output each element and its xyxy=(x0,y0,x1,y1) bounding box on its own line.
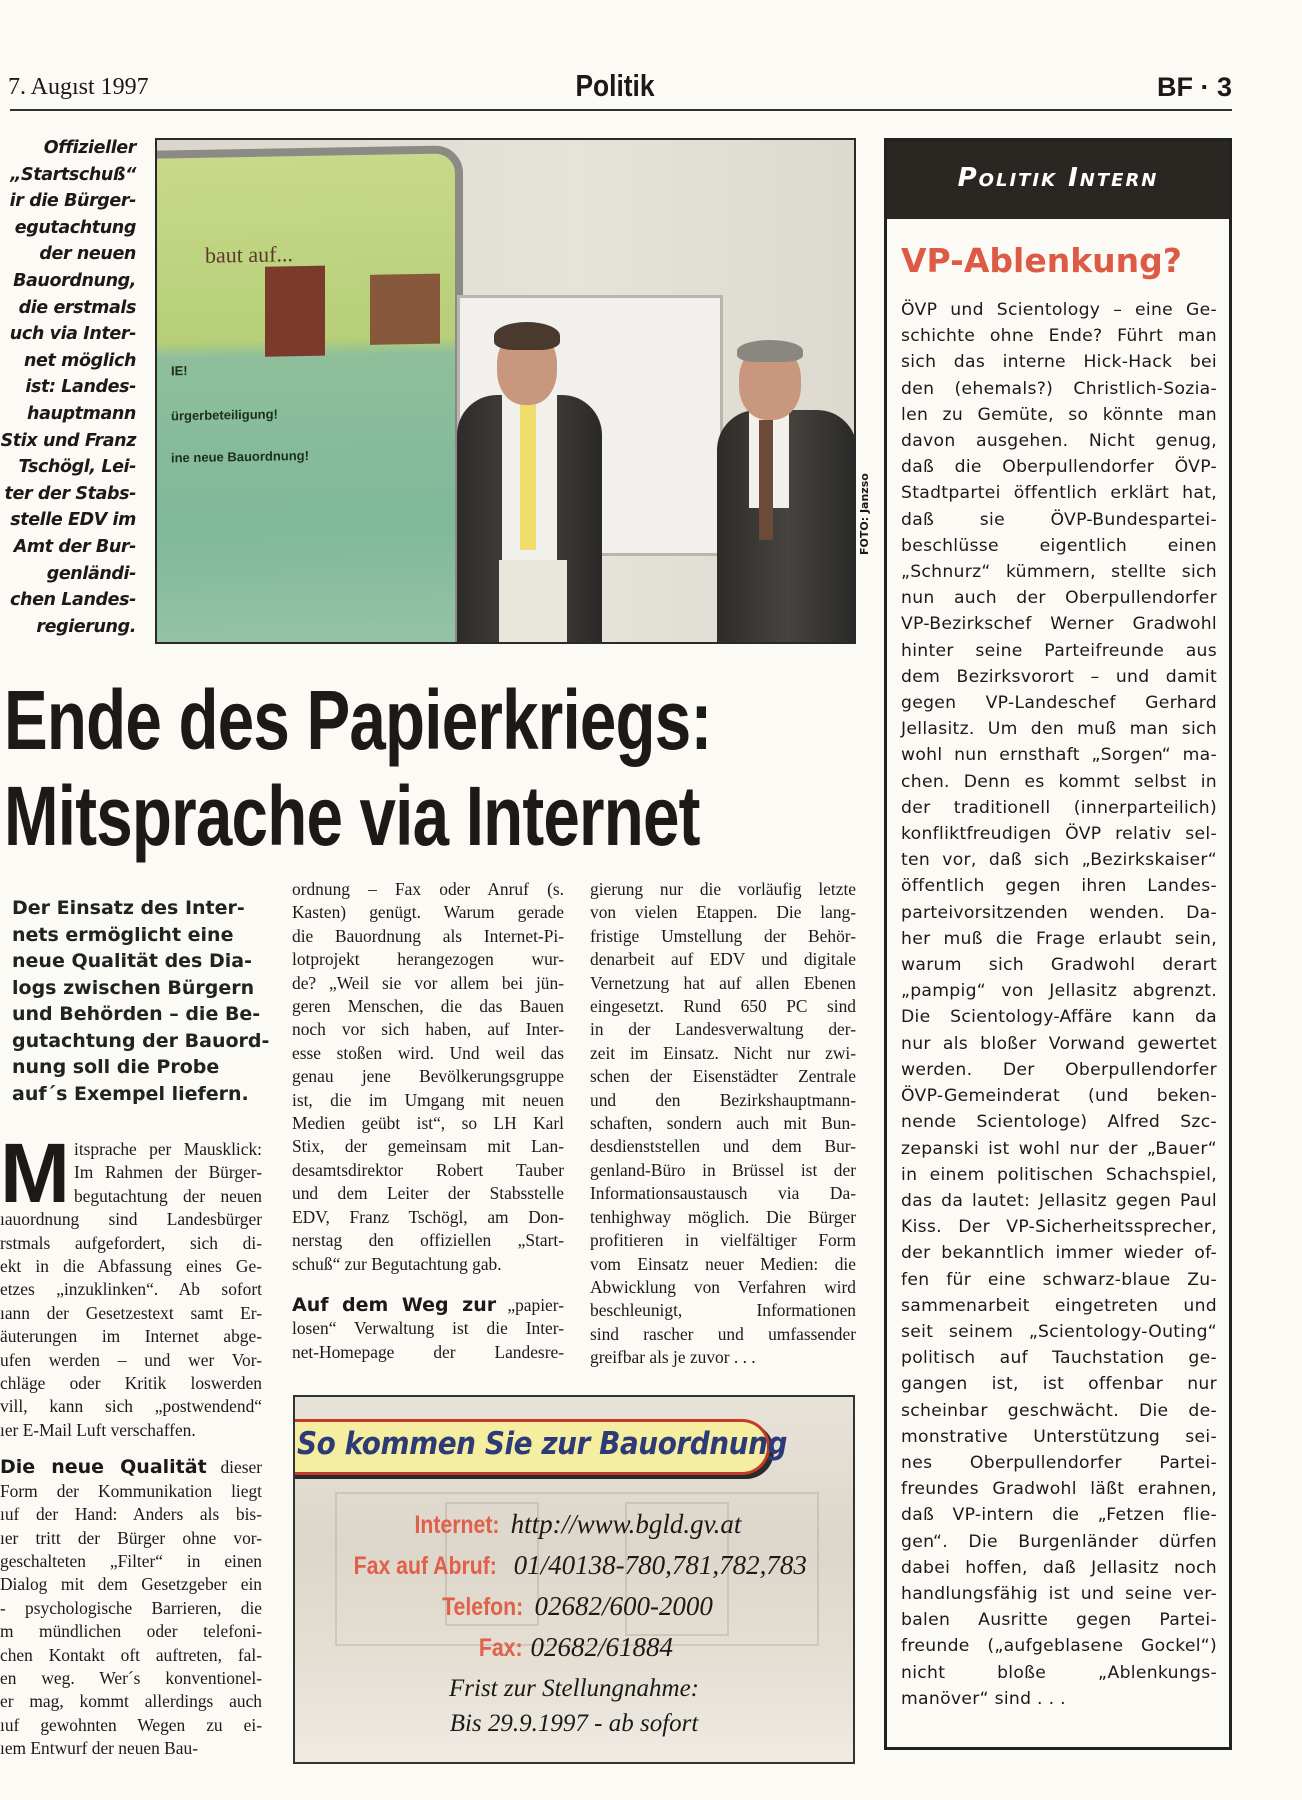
text-line: esse stoßen wird. Und weil das xyxy=(292,1042,564,1063)
subhead: Die neue Qualität xyxy=(0,1456,207,1479)
text-line: logs zwischen Bürgern xyxy=(12,976,255,999)
info-box xyxy=(293,1395,855,1764)
text-line: freundes Gradwohl läßt erahnen, xyxy=(901,1479,1217,1500)
text-line: zeit im Einsatz. Nicht nur zwi- xyxy=(590,1042,856,1063)
text-line: Amt der Bur- xyxy=(13,536,136,557)
sidebar-title: VP-Ablenkung? xyxy=(901,241,1182,280)
sidebar-kicker: Politik Intern xyxy=(957,163,1159,193)
text-line: balen Ausritte gegen Partei- xyxy=(901,1610,1217,1631)
text-line: greifbar als je zuvor . . . xyxy=(590,1347,756,1368)
text-line: in der Landesverwaltung der- xyxy=(590,1019,856,1040)
text-line: lotprojekt herangezogen wur- xyxy=(292,949,564,970)
text-line: daß sie ÖVP-Bundespartei- xyxy=(901,509,1217,530)
article-column-3 xyxy=(590,878,856,1370)
text-line: wohl nun ernsthaft „Sorgen“ ma- xyxy=(901,745,1217,766)
text-line: geschalteten „Filter“ in einen xyxy=(0,1550,262,1571)
contact-value: 01/40138-780,781,782,783 xyxy=(513,1550,807,1580)
text-line: sind rascher und umfassender xyxy=(590,1323,856,1344)
text-line: nende Scientologe) Alfred Szc- xyxy=(901,1112,1217,1133)
text-line: scheinbar geschwächt. Die de- xyxy=(901,1400,1217,1421)
text-line: ıuf der Hand: Anders als bis- xyxy=(0,1504,262,1525)
photo-caption xyxy=(0,135,136,640)
text-line: tenhighway möglich. Die Bürger xyxy=(590,1206,856,1227)
subhead-line xyxy=(0,1456,262,1479)
text-line: äuterungen im Internet abge- xyxy=(0,1326,262,1347)
text-line: fen für eine schwarz-blaue Zu- xyxy=(901,1269,1217,1290)
text-line: hinter seine Parteifreunde aus xyxy=(901,640,1217,661)
text-line: m mündlichen oder telefoni- xyxy=(0,1621,262,1642)
text-line: nerstag den offiziellen „Start- xyxy=(292,1230,564,1251)
text-line: - psychologische Barrieren, die xyxy=(0,1597,262,1618)
text-line: ekt in die Abfassung eines Ge- xyxy=(0,1256,262,1277)
photo-credit: FOTO: Janzso xyxy=(858,473,871,555)
text-line: schuß“ zur Begutachtung gab. xyxy=(292,1253,502,1274)
text-line: Vernetzung hat auf allen Ebenen xyxy=(590,972,856,993)
text-line: ÖVP und Scientology – eine Ge- xyxy=(901,300,1217,320)
text-line: vom Einsatz neuer Medien: die xyxy=(590,1253,856,1274)
text-line: Stix, der gemeinsam mit Lan- xyxy=(292,1136,564,1157)
article-column-2 xyxy=(292,878,564,1364)
text-line: desamtsdirektor Robert Tauber xyxy=(292,1159,564,1180)
text-line: daß die Oberpullendorfer ÖVP- xyxy=(901,457,1217,478)
text-line: öffentlich gegen ihren Landes- xyxy=(901,876,1217,897)
text-line: warum sich Gradwohl derart xyxy=(901,955,1217,976)
text-line: zepanski ist wohl nur der „Bauer“ xyxy=(901,1138,1217,1159)
text-line: etzes „inzuklinken“. Ab sofort xyxy=(0,1279,262,1300)
text-line: ter der Stabs- xyxy=(4,483,136,504)
text-line: das da lautet: Jellasitz gegen Paul xyxy=(901,1190,1217,1211)
text-line: beschleunigt, Informationen xyxy=(590,1300,856,1321)
text-line: gen“. Die Burgenländer dürfen xyxy=(901,1531,1217,1552)
text-line: Tschögl, Lei- xyxy=(18,457,136,478)
text-line: beschlüsse eigentlich einen xyxy=(901,535,1217,556)
screen-text: baut auf... xyxy=(205,241,293,268)
text-line: Informationsaustausch via Da- xyxy=(590,1183,856,1204)
text-line: nung soll die Probe xyxy=(12,1056,220,1078)
contact-row-fax-on-demand xyxy=(295,1550,853,1581)
text-line: Bauordnung, xyxy=(13,270,136,291)
text-line: nicht bloße „Ablenkungs- xyxy=(901,1662,1217,1683)
text-line: ıem Entwurf der neuen Bau- xyxy=(0,1738,198,1759)
text-line: gierung nur die vorläufig letzte xyxy=(590,879,856,899)
text-line: daß VP-intern die „Fetzen flie- xyxy=(901,1505,1217,1526)
news-photo xyxy=(155,138,856,644)
issue-date: 7. Augıst 1997 xyxy=(8,74,149,100)
paragraph xyxy=(590,878,856,1370)
text-line: ir die Bürger- xyxy=(9,191,136,212)
text-line: Der Einsatz des Inter- xyxy=(12,897,245,919)
text-line: uch via Inter- xyxy=(9,324,136,345)
text-line: der traditionell (innerparteilich) xyxy=(901,797,1217,818)
paragraph xyxy=(0,1480,262,1761)
paragraph xyxy=(292,878,564,1276)
text-line: Kasten) genügt. Warum gerade xyxy=(292,902,564,923)
text-line: vill, kann sich „postwendend“ xyxy=(0,1396,262,1417)
text-line: net-Homepage der Landesre- xyxy=(292,1341,564,1362)
screen-text: ine neue Bauordnung! xyxy=(171,447,309,466)
text-line: und dem Leiter der Stabsstelle xyxy=(292,1183,564,1204)
text-line: ıuf gewohnten Wegen zu ei- xyxy=(0,1714,262,1735)
text-line: begutachtung der neuen xyxy=(73,1185,262,1206)
text-line: ıauordnung sind Landesbürger xyxy=(0,1209,262,1230)
contact-value: 02682/600-2000 xyxy=(534,1591,713,1621)
text-line: ist: Landes- xyxy=(25,377,136,398)
text-line: monstrative Unterstützung sei- xyxy=(901,1426,1217,1447)
contact-row-internet xyxy=(295,1509,853,1540)
text-line: gangen ist, ist offenbar nur xyxy=(901,1374,1217,1395)
contact-value: 02682/61884 xyxy=(530,1632,673,1662)
drop-cap: M xyxy=(0,1126,70,1220)
text-line: dem Bezirksvorort – und damit xyxy=(901,666,1217,687)
text-line: sich das interne Hick-Hack bei xyxy=(901,352,1217,373)
text-line: chen Landes- xyxy=(10,590,136,611)
text-line: davon ausgehen. Nicht genug, xyxy=(901,431,1217,452)
text-line: egutachtung xyxy=(14,217,136,238)
text-line: „Schnurz“ kümmern, stellte sich xyxy=(901,562,1217,583)
text-line: von vielen Etappen. Die lang- xyxy=(590,902,856,923)
info-box-title-banner xyxy=(293,1419,788,1475)
subhead: Auf dem Weg zur xyxy=(292,1293,497,1316)
contact-label: Telefon: xyxy=(442,1593,524,1621)
text-line: der neuen xyxy=(39,244,136,265)
screen-text: ürgerbeteiligung! xyxy=(171,406,278,424)
text-line: freunde („aufgeblasene Gockel“) xyxy=(901,1636,1217,1657)
text-line: ıer E-Mail Luft verschaffen. xyxy=(0,1419,196,1440)
projection-screen xyxy=(155,145,463,644)
text-line: rstmals aufgefordert, sich di- xyxy=(0,1232,262,1253)
text-line: ıer tritt der Bürger ohne vor- xyxy=(0,1527,262,1548)
text-line: auf´s Exempel liefern. xyxy=(12,1082,249,1105)
paragraph xyxy=(292,1317,564,1364)
text-line: Medien geübt ist“, so LH Karl xyxy=(292,1113,564,1134)
text-line: hauptmann xyxy=(27,403,136,424)
text-line: ten vor, daß sich „Bezirkskaiser“ xyxy=(901,850,1217,871)
text-line: Form der Kommunikation liegt xyxy=(0,1480,262,1501)
text-line: chen. Denn es kommt selbst in xyxy=(901,771,1217,792)
text-line: Kiss. Der VP-Sicherheitssprecher, xyxy=(901,1217,1217,1238)
text-line: konfliktfreudigen ÖVP relativ sel- xyxy=(901,824,1217,845)
article-column-1 xyxy=(0,1126,262,1761)
header-rule xyxy=(10,109,1232,111)
text-line: en weg. Wer´s konventionel- xyxy=(0,1667,262,1688)
text-line: itsprache per Mausklick: xyxy=(73,1139,262,1159)
text-line: denarbeit auf EDV und digitale xyxy=(590,949,856,970)
text-line: len zu Gemüte, so könnte man xyxy=(901,404,1217,425)
text-line: und Behörden – die Be- xyxy=(12,1003,261,1025)
text-line: der bekanntlich immer wieder of- xyxy=(901,1243,1217,1264)
section-title: Politik xyxy=(575,68,655,103)
text-line: genau jene Bevölkerungsgruppe xyxy=(292,1066,564,1087)
text-line: handlungsfähig ist und seine ver- xyxy=(901,1583,1217,1604)
text-line: Stadtpartei öffentlich erklärt hat, xyxy=(901,483,1217,504)
text-line: dabei hoffen, daß Jellasitz noch xyxy=(901,1557,1217,1578)
text-line: gegen VP-Landeschef Gerhard xyxy=(901,693,1217,714)
page-number: BF · 3 xyxy=(1156,72,1232,102)
subhead-line xyxy=(292,1294,564,1317)
text-line: schichte ohne Ende? Führt man xyxy=(901,326,1217,347)
deadline-label: Frist zur Stellungnahme: xyxy=(449,1675,699,1702)
contact-row-telephone xyxy=(295,1591,853,1622)
text-line: fristige Umstellung der Behör- xyxy=(590,925,856,946)
text-line: Die Scientology-Affäre kann da xyxy=(901,1007,1217,1028)
text-line: nes Oberpullendorfer Partei- xyxy=(901,1452,1217,1473)
text-line: EDV, Franz Tschögl, am Don- xyxy=(292,1206,564,1227)
text-line: net möglich xyxy=(24,350,136,371)
text-line: die erstmals xyxy=(18,297,136,318)
deadline-date: Bis 29.9.1997 - ab sofort xyxy=(449,1710,699,1737)
sidebar-kicker-band xyxy=(887,141,1229,219)
text-line: regierung. xyxy=(36,616,136,637)
text-line: nun auch der Oberpullendorfer xyxy=(901,588,1217,609)
text-line: schaften, sondern auch mit Bun- xyxy=(590,1113,856,1134)
text-line: VP-Bezirkschef Werner Gradwohl xyxy=(901,614,1217,635)
text-line: Abwicklung von Verfahren wird xyxy=(590,1276,856,1297)
screen-text: IE! xyxy=(171,363,188,379)
text-line: ÖVP-Gemeinderat (und beken- xyxy=(901,1086,1217,1107)
text-line: seit seinem „Scientology-Outing“ xyxy=(901,1321,1217,1342)
text-line: ıann der Gesetzestext samt Er- xyxy=(0,1302,262,1323)
headline-line: Ende des Papierkriegs: xyxy=(4,673,712,767)
politik-intern-sidebar xyxy=(884,138,1232,1750)
text-line: losen“ Verwaltung ist die Inter- xyxy=(292,1318,564,1339)
text-line: nets ermöglicht eine xyxy=(12,923,234,946)
text-line: gutachtung der Bauord- xyxy=(12,1029,270,1052)
text-line: noch vor sich haben, auf Inter- xyxy=(292,1019,564,1040)
text-line: er mag, kommt allerdings auch xyxy=(0,1691,262,1712)
text-line: die Bauordnung als Internet-Pi- xyxy=(292,925,564,946)
text-fragment: dieser xyxy=(206,1457,262,1478)
text-line: genland-Büro in Brüssel ist der xyxy=(590,1159,856,1180)
text-line: Im Rahmen der Bürger- xyxy=(73,1162,262,1183)
text-line: Offizieller xyxy=(43,138,136,158)
text-line: stelle EDV im xyxy=(10,510,136,531)
text-line: nur als bloßer Vorwand gewertet xyxy=(901,1033,1217,1054)
text-line: eingesetzt. Rund 650 PC sind xyxy=(590,996,856,1017)
text-line: und den Bezirkshauptmann- xyxy=(590,1089,856,1110)
text-line: parteivorsitzenden wenden. Da- xyxy=(901,902,1217,923)
article-lead xyxy=(12,895,270,1107)
text-line: schen der Eisenstädter Zentrale xyxy=(590,1066,856,1087)
text-line: sammenarbeit eingetreten und xyxy=(901,1295,1217,1316)
text-line: geren Menschen, die das Bauen xyxy=(292,996,564,1017)
text-line: ordnung – Fax oder Anruf (s. xyxy=(292,879,564,899)
text-line: de? „Weil sie vor allem bei jün- xyxy=(292,972,564,993)
text-line: Jellasitz. Um den muß man sich xyxy=(901,719,1217,740)
text-line: profitieren in vielfältiger Form xyxy=(590,1230,856,1251)
headline-line: Mitsprache via Internet xyxy=(4,769,700,863)
contact-label: Fax auf Abruf: xyxy=(353,1552,498,1580)
contact-label: Internet: xyxy=(414,1511,500,1539)
text-line: Stix und Franz xyxy=(0,430,136,451)
text-line: ufen werden – und wer Vor- xyxy=(0,1349,262,1370)
text-fragment: „papier- xyxy=(496,1294,564,1315)
contact-label: Fax: xyxy=(478,1634,523,1662)
text-line: Dialog mit dem Gesetzgeber ein xyxy=(0,1574,262,1595)
contact-value: http://www.bgld.gv.at xyxy=(510,1509,742,1539)
text-line: desdienststellen und dem Bur- xyxy=(590,1136,856,1157)
text-line: genländi- xyxy=(46,563,136,584)
info-box-title: So kommen Sie zur Bauordnung xyxy=(297,1426,788,1462)
text-line: her muß die Frage erlaubt sein, xyxy=(901,928,1217,949)
text-line: „pampig“ von Jellasitz abgrenzt. xyxy=(901,981,1217,1002)
text-line: in einem politischen Schachspiel, xyxy=(901,1164,1217,1185)
contact-row-fax xyxy=(295,1632,853,1663)
text-line: chläge oder Kritik loswerden xyxy=(0,1373,262,1394)
text-line: manöver“ sind . . . xyxy=(901,1688,1066,1709)
article-headline xyxy=(4,672,711,864)
text-line: werden. Der Oberpullendorfer xyxy=(901,1059,1217,1080)
sidebar-body xyxy=(901,297,1217,1712)
text-line: politisch auf Tauchstation ge- xyxy=(901,1348,1217,1369)
text-line: ist, die im Umgang mit neuen xyxy=(292,1089,564,1110)
text-line: chen Kontakt oft auftreten, fal- xyxy=(0,1644,262,1665)
text-line: „Startschuß“ xyxy=(10,164,136,185)
text-line: den (ehemals?) Christlich-Sozia- xyxy=(901,378,1217,399)
text-line: neue Qualität des Dia- xyxy=(12,950,252,972)
